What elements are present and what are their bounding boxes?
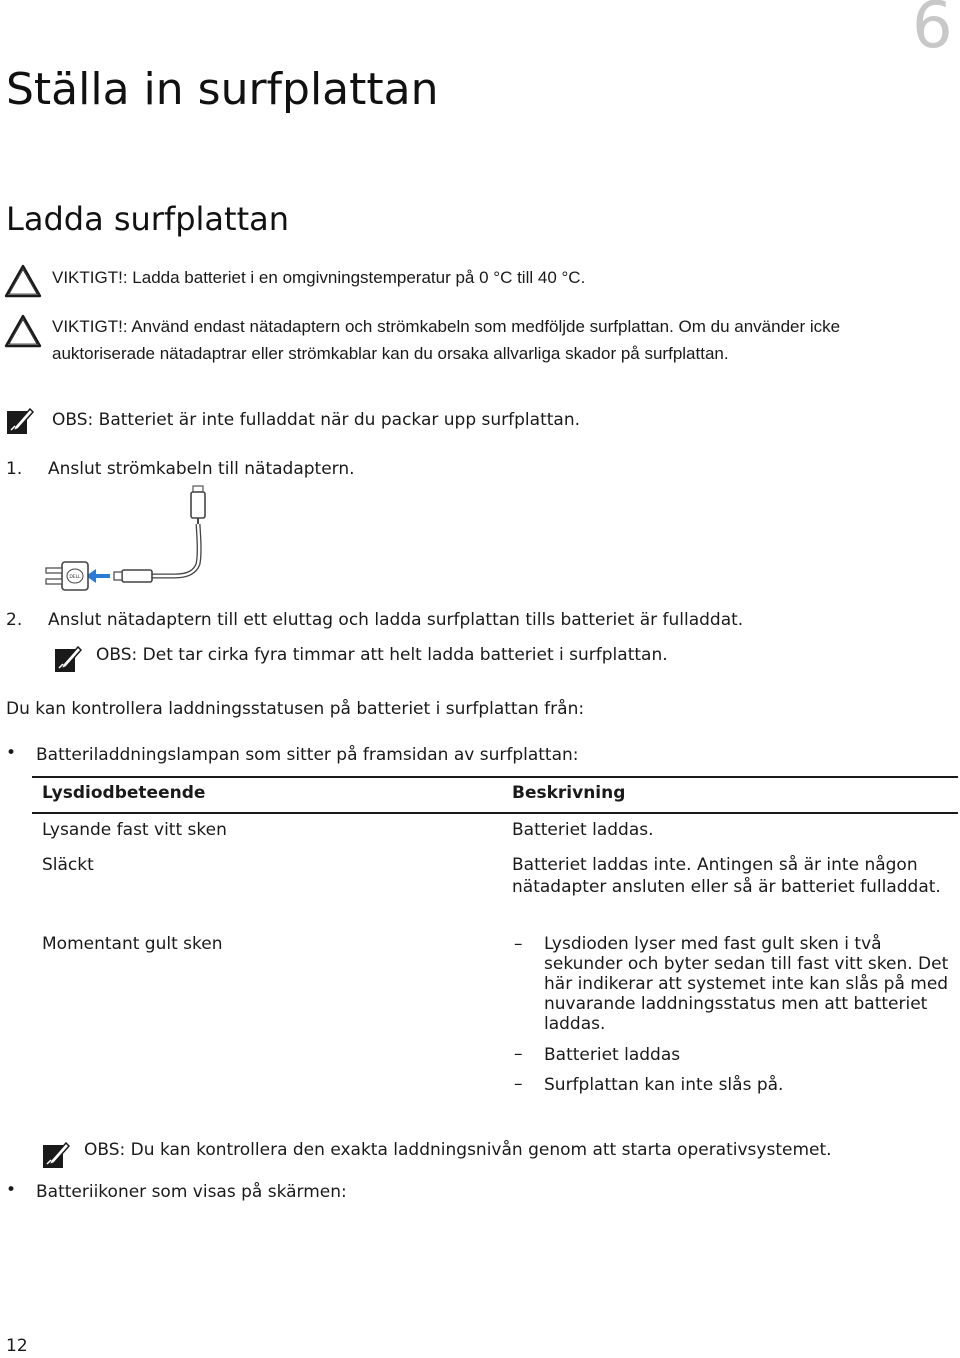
chapter-title: Ställa in surfplattan bbox=[6, 64, 439, 115]
table-cell-item: Lysdioden lyser med fast gult sken i två sekunder och byter sedan till fast vitt sken. Det här indikerar att systemet inte kan slås på med nuvarande laddningsstatus men att batteriet laddas. bbox=[544, 934, 949, 1034]
step-number: 2. bbox=[6, 610, 23, 630]
page-number: 12 bbox=[6, 1336, 28, 1356]
warning-label: VIKTIGT!: bbox=[52, 317, 128, 336]
note-text: Det tar cirka fyra timmar att helt ladda batteriet i surfplattan. bbox=[137, 645, 668, 665]
warning-adapter bbox=[52, 313, 922, 367]
note-label: OBS: bbox=[52, 410, 94, 430]
intro-text: Du kan kontrollera laddningsstatusen på batteriet i surfplattan från: bbox=[6, 699, 585, 719]
dash-marker: – bbox=[514, 934, 523, 954]
table-cell-description: Batteriet laddas inte. Antingen så är inte någon nätadapter ansluten eller så är batteriet fulladdat. bbox=[512, 855, 941, 897]
bullet-led-text: Batteriladdningslampan som sitter på framsidan av surfplattan: bbox=[36, 745, 579, 765]
table-cell-item: Batteriet laddas bbox=[544, 1045, 681, 1065]
table-cell-behavior: Lysande fast vitt sken bbox=[42, 820, 227, 840]
note-text: Batteriet är inte fulladdat när du packar upp surfplattan. bbox=[93, 410, 580, 430]
table-header-rule bbox=[32, 812, 958, 814]
note-icon bbox=[42, 1142, 70, 1174]
note-label: OBS: bbox=[84, 1140, 126, 1160]
warning-icon bbox=[4, 314, 42, 352]
note-icon bbox=[6, 408, 34, 440]
table-cell-behavior: Momentant gult sken bbox=[42, 934, 223, 954]
power-adapter-cable-illustration bbox=[40, 484, 220, 598]
dash-marker: – bbox=[514, 1044, 523, 1064]
table-top-rule bbox=[32, 776, 958, 778]
chapter-number: 6 bbox=[912, 0, 953, 63]
note-charge-time bbox=[96, 643, 668, 667]
step-2-text: Anslut nätadaptern till ett eluttag och ladda surfplattan tills batteriet är fulladdat. bbox=[48, 610, 744, 630]
adapter-logo: DELL bbox=[69, 575, 81, 580]
section-title: Ladda surfplattan bbox=[6, 200, 290, 238]
note-icon bbox=[54, 646, 82, 678]
warning-label: VIKTIGT!: bbox=[52, 268, 128, 287]
table-cell-description: Batteriet laddas. bbox=[512, 820, 654, 840]
table-header-behavior: Lysdiodbeteende bbox=[42, 783, 206, 803]
warning-text: Ladda batteriet i en omgivningstemperatur på 0 °C till 40 °C. bbox=[127, 268, 586, 287]
note-os-level bbox=[84, 1138, 832, 1162]
table-cell-item: Surfplattan kan inte slås på. bbox=[544, 1075, 784, 1095]
table-cell-behavior: Släckt bbox=[42, 855, 94, 875]
table-header-description: Beskrivning bbox=[512, 783, 626, 803]
note-text: Du kan kontrollera den exakta laddningsnivån genom att starta operativsystemet. bbox=[125, 1140, 832, 1160]
bullet-marker: • bbox=[6, 1180, 17, 1200]
warning-text: Använd endast nätadaptern och strömkabeln som medföljde surfplattan. Om du använder icke auktoriserade nätadaptrar eller strömkablar kan du orsaka allvarliga skador på surfplattan. bbox=[52, 317, 841, 363]
step-1-text: Anslut strömkabeln till nätadaptern. bbox=[48, 459, 355, 479]
warning-icon bbox=[4, 264, 42, 302]
warning-temperature bbox=[52, 264, 932, 291]
note-label: OBS: bbox=[96, 645, 138, 665]
note-unpacked bbox=[52, 408, 580, 432]
bullet-battery-icons-text: Batteriikoner som visas på skärmen: bbox=[36, 1182, 347, 1202]
bullet-marker: • bbox=[6, 743, 17, 763]
step-number: 1. bbox=[6, 459, 23, 479]
dash-marker: – bbox=[514, 1074, 523, 1094]
